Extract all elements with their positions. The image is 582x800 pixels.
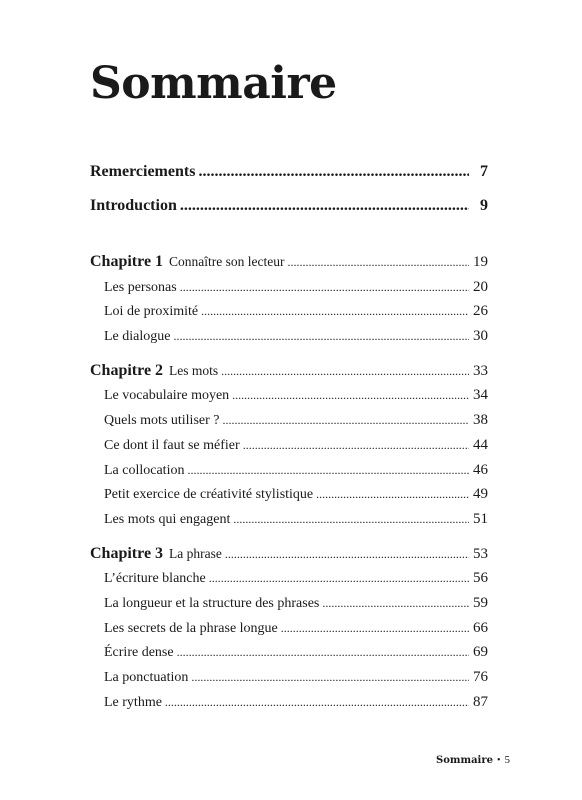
dot-leader — [191, 665, 469, 690]
toc-item-page: 59 — [473, 594, 488, 611]
toc-entry-label: Remerciements — [90, 163, 196, 180]
toc-item[interactable] — [90, 458, 488, 483]
dot-leader — [187, 458, 469, 483]
toc-item-page: 49 — [473, 486, 488, 503]
chapter-page: 33 — [473, 362, 488, 379]
dot-leader — [243, 433, 469, 458]
dot-leader — [180, 194, 469, 218]
chapter-section-2 — [90, 359, 488, 532]
dot-leader — [177, 640, 469, 665]
toc-item[interactable] — [90, 616, 488, 641]
toc-item-page: 34 — [473, 387, 488, 404]
toc-item-label: Le dialogue — [104, 329, 171, 345]
toc-item[interactable] — [90, 665, 488, 690]
dot-leader — [322, 591, 469, 616]
toc-item[interactable] — [90, 324, 488, 349]
page-footer — [436, 754, 510, 766]
footer-bullet: • — [496, 755, 501, 766]
dot-leader — [221, 359, 469, 384]
toc-item-label: Loi de proximité — [104, 304, 199, 320]
page-title: Sommaire — [90, 58, 337, 109]
toc-item-page: 20 — [473, 278, 488, 295]
toc-item-label: Quels mots utiliser ? — [104, 413, 220, 429]
chapter-heading[interactable] — [90, 359, 488, 384]
toc-item-label: Petit exercice de créativité stylistique — [104, 487, 314, 503]
chapter-number: Chapitre 3 — [90, 544, 164, 562]
chapter-section-1 — [90, 250, 488, 349]
dot-leader — [232, 383, 469, 408]
chapter-number: Chapitre 2 — [90, 361, 164, 379]
toc-item-label: La ponctuation — [104, 670, 189, 685]
toc-item-page: 69 — [473, 644, 488, 661]
dot-leader — [225, 542, 469, 567]
toc-item-page: 56 — [473, 570, 488, 587]
toc-item[interactable] — [90, 433, 488, 458]
dot-leader — [281, 616, 469, 641]
toc-item-label: Ce dont il faut se méfier — [104, 437, 240, 453]
dot-leader — [180, 275, 469, 300]
toc-item[interactable] — [90, 482, 488, 507]
dot-leader — [288, 250, 469, 275]
chapter-title: Connaître son lecteur — [169, 254, 285, 269]
toc-item[interactable] — [90, 299, 488, 324]
dot-leader — [316, 482, 469, 507]
toc-item[interactable] — [90, 566, 488, 591]
dot-leader — [209, 566, 469, 591]
toc-item-page: 66 — [473, 619, 488, 636]
dot-leader — [173, 324, 469, 349]
chapter-page: 19 — [473, 254, 488, 270]
toc-item-label: Les personas — [104, 279, 177, 295]
toc-item[interactable] — [90, 383, 488, 408]
table-of-contents — [90, 160, 488, 714]
dot-leader — [201, 299, 469, 324]
toc-item-label: Les secrets de la phrase longue — [104, 620, 278, 636]
toc-item-label: Le rythme — [104, 694, 162, 710]
toc-item-page: 87 — [473, 693, 488, 710]
chapter-section-3 — [90, 542, 488, 715]
toc-item[interactable] — [90, 507, 488, 532]
footer-page-number: 5 — [504, 754, 510, 766]
dot-leader — [233, 507, 469, 532]
toc-item-label: L’écriture blanche — [104, 571, 206, 587]
toc-item-label: Le vocabulaire moyen — [104, 388, 230, 404]
toc-item[interactable] — [90, 408, 488, 433]
chapter-title: La phrase — [169, 545, 222, 561]
toc-entry-page: 7 — [480, 163, 488, 180]
toc-entry-remerciements[interactable] — [90, 160, 488, 194]
toc-item-label: La collocation — [104, 462, 185, 478]
toc-item[interactable] — [90, 275, 488, 300]
toc-item[interactable] — [90, 690, 488, 715]
toc-item-page: 76 — [473, 669, 488, 685]
toc-item-label: Écrire dense — [104, 645, 174, 661]
chapter-heading[interactable] — [90, 542, 488, 567]
chapter-heading[interactable] — [90, 250, 488, 275]
toc-entry-label: Introduction — [90, 197, 177, 214]
toc-entry-page: 9 — [480, 197, 488, 214]
toc-item-page: 46 — [473, 461, 488, 478]
dot-leader — [198, 160, 469, 184]
toc-item-page: 30 — [473, 328, 488, 345]
dot-leader — [165, 690, 469, 715]
toc-item[interactable] — [90, 591, 488, 616]
toc-item-label: Les mots qui engagent — [104, 511, 231, 527]
toc-entry-introduction[interactable] — [90, 194, 488, 228]
dot-leader — [223, 408, 470, 433]
footer-section-name: Sommaire — [436, 755, 493, 766]
toc-item-page: 38 — [473, 412, 488, 429]
toc-item-page: 26 — [473, 303, 488, 320]
toc-item-page: 51 — [473, 510, 488, 527]
toc-item[interactable] — [90, 640, 488, 665]
chapter-page: 53 — [473, 545, 488, 562]
chapter-number: Chapitre 1 — [90, 253, 164, 270]
toc-item-label: La longueur et la structure des phrases — [104, 595, 320, 611]
toc-item-page: 44 — [473, 436, 488, 453]
chapter-title: Les mots — [169, 362, 219, 378]
